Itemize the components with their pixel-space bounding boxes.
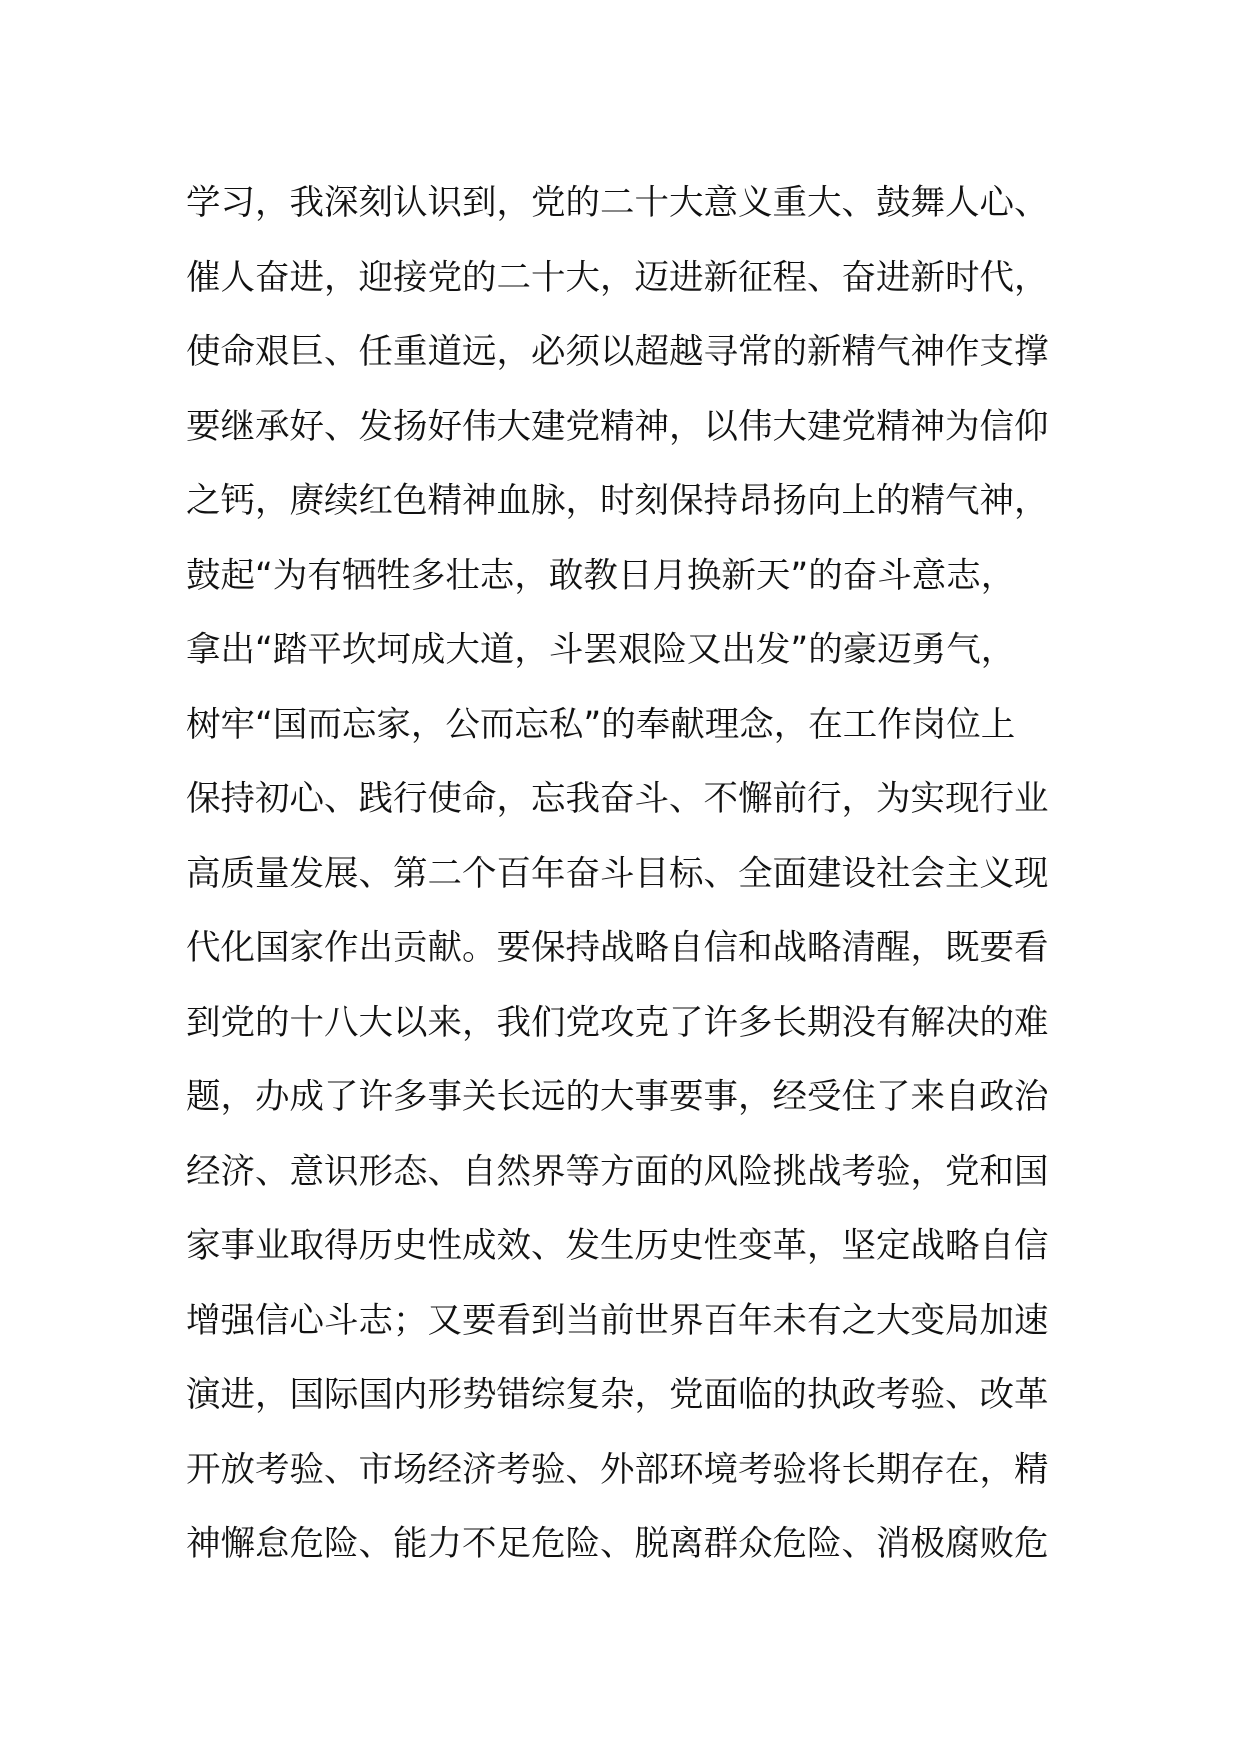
text-line: 演进，国际国内形势错综复杂，党面临的执政考验、改革	[186, 1375, 1049, 1415]
text-line: 题，办成了许多事关长远的大事要事，经受住了来自政治	[186, 1077, 1049, 1117]
text-line: 保持初心、践行使命，忘我奋斗、不懈前行，为实现行业	[186, 779, 1049, 819]
text-line: 神懈怠危险、能力不足危险、脱离群众危险、消极腐败危	[186, 1524, 1049, 1564]
text-line: 拿出“踏平坎坷成大道，斗罢艰险又出发”的豪迈勇气，	[186, 630, 1016, 670]
text-line: 开放考验、市场经济考验、外部环境考验将长期存在，精	[186, 1449, 1049, 1490]
text-line: 鼓起“为有牺牲多壮志，敢教日月换新天”的奋斗意志，	[186, 555, 1016, 596]
text-line: 学习，我深刻认识到，党的二十大意义重大、鼓舞人心、	[186, 183, 1049, 223]
text-line: 使命艰巨、任重道远，必须以超越寻常的新精气神作支撑	[186, 332, 1049, 372]
text-line: 树牢“国而忘家，公而忘私”的奉献理念，在工作岗位上	[186, 704, 1016, 745]
text-line: 催人奋进，迎接党的二十大，迈进新征程、奋进新时代，	[186, 257, 1049, 298]
text-line: 之钙，赓续红色精神血脉，时刻保持昂扬向上的精气神，	[186, 481, 1049, 521]
text-line: 到党的十八大以来，我们党攻克了许多长期没有解决的难	[186, 1002, 1049, 1043]
body-text	[186, 166, 1066, 1582]
text-line: 代化国家作出贡献。要保持战略自信和战略清醒，既要看	[186, 928, 1049, 968]
text-line: 家事业取得历史性成效、发生历史性变革，坚定战略自信	[186, 1226, 1049, 1266]
text-line: 经济、意识形态、自然界等方面的风险挑战考验，党和国	[186, 1151, 1049, 1192]
text-line: 高质量发展、第二个百年奋斗目标、全面建设社会主义现	[186, 853, 1049, 894]
text-line: 增强信心斗志；又要看到当前世界百年未有之大变局加速	[186, 1300, 1049, 1341]
text-line: 要继承好、发扬好伟大建党精神，以伟大建党精神为信仰	[186, 406, 1049, 447]
